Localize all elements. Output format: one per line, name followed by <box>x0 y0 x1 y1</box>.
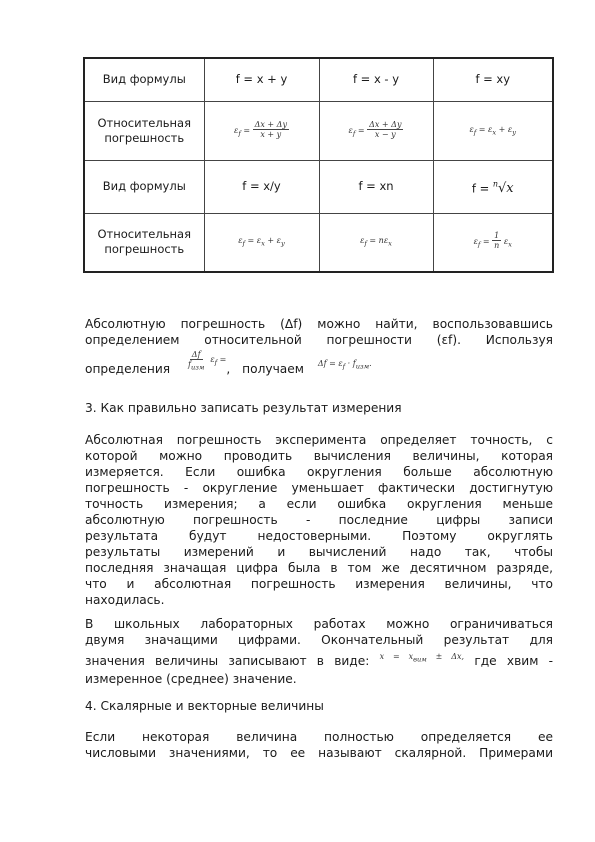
formula-product: f = xy <box>433 58 553 101</box>
relative-error-label: Относительная погрешность <box>84 213 204 272</box>
formula-image-relative-error-definition: $\frac{\Delta f}{f_{изм}}$ <box>187 350 205 372</box>
formula-image-difference-error: $\varepsilon_f$ = $\frac{\Delta x + \Delta y}{x - y}$ <box>319 101 433 160</box>
formula-image-result-form: x = xвим ± Δx, <box>379 652 465 664</box>
formula-image-product-error: $\varepsilon_f = \varepsilon_x + \varepsilon_y$ <box>433 101 553 160</box>
formula-image-sum-error: $\varepsilon_f$ = $\frac{\Delta x + \Delta y}{x + y}$ <box>204 101 319 160</box>
paragraph-significant-digits: В школьных лабораторных работах можно ограничиваться двумя значащими цифрами. Окончательный результат для значения величины записывают в виде: $^{x = x_{вим} \pm \Delta x,}$ где хвим - измеренное (среднее) значение. <box>85 617 554 686</box>
formula-quotient: f = x/y <box>204 160 319 213</box>
relative-error-label: Относительная погрешность <box>84 101 204 160</box>
paragraph-absolute-error: Абсолютную погрешность (Δf) можно найти, воспользовавшись определением относительной погрешности (εf). Используя определения $\frac{\Delta f}{f_{изм}}$ $^{\varepsilon_f =}$, получаем $^{\Delta f = \varepsilon_f \cdot f_{изм}.}$ <box>85 317 553 376</box>
formula-type-label: Вид формулы <box>84 58 204 101</box>
formula-difference: f = x - y <box>319 58 433 101</box>
table-row <box>84 160 553 213</box>
formula-error-table <box>83 57 554 273</box>
section-heading-3: 3. Как правильно записать результат измерения <box>85 401 402 415</box>
formula-type-label: Вид формулы <box>84 160 204 213</box>
formula-root: f = $^n$√x <box>433 160 553 213</box>
formula-image-root-error: $\varepsilon_f$ = $\frac{1}{n}$ $\varepsilon_x$ <box>433 213 553 272</box>
formula-image-quotient-error: $\varepsilon_f = \varepsilon_x + \varepsilon_y$ <box>204 213 319 272</box>
table-row <box>84 101 553 160</box>
root-formula-image: $^n$√x <box>492 179 514 197</box>
table-row <box>84 58 553 101</box>
paragraph-scalar-quantities: Если некоторая величина полностью определяется ее числовыми значениями, то ее называют скалярной. Примерами <box>85 730 553 760</box>
formula-sum: f = x + y <box>204 58 319 101</box>
formula-image-absolute-error: Δf = εf · fизм. <box>317 359 372 371</box>
section-heading-4: 4. Скалярные и векторные величины <box>85 699 324 713</box>
table-row <box>84 213 553 272</box>
paragraph-measurement-accuracy: Абсолютная погрешность эксперимента определяет точность, с которой можно проводить вычисления величины, которая измеряется. Если ошибка округления больше абсолютную погрешность - округление уменьшает фактически достигнутую точность измерения; а если ошибка округления меньше абсолютную погрешность - последние цифры записи результата будут недостоверными. Поэтому округлять результаты измерений и вычислений надо так, чтобы последняя значащая цифра была в том же десятичном разряде, что и абсолютная погрешность измерения величины, что находилась. <box>85 433 553 607</box>
formula-power: f = xn <box>319 160 433 213</box>
formula-image-power-error: $\varepsilon_f = n\varepsilon_x$ <box>319 213 433 272</box>
